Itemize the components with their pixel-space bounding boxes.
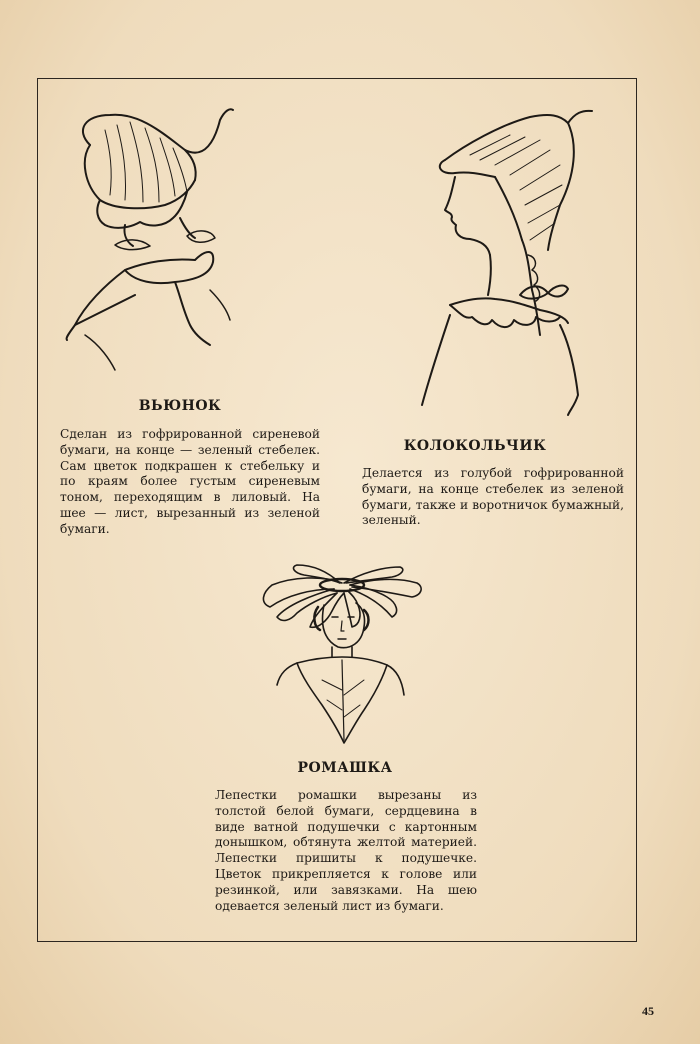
bindweed-hat-illustration — [55, 100, 245, 380]
bindweed-description: Сделан из гофрированной сиреневой бумаги, на конце — зеленый стебелек. Сам цветок подкрашен к стебельку и по краям более густым сиреневым тоном, переходящим в лиловый. На шее — лист, вырезанный из зеленой бумаги. — [60, 427, 320, 536]
bellflower-description: Делается из голубой гофрированной бумаги, на конце стебелек из зеленой бумаги, также и воротничок бумажный, зеленый. — [362, 466, 624, 528]
page-number: 45 — [642, 1004, 654, 1018]
bellflower-hat-illustration — [410, 105, 605, 420]
daisy-hat-illustration — [252, 555, 432, 747]
bindweed-title: ВЬЮНОК — [138, 398, 222, 414]
daisy-description: Лепестки ромашки вырезаны из толстой белой бумаги, сердцевина в виде ватной подушечки с картонным донышком, обтянута желтой материей. Лепестки пришиты к подушечке. Цветок прикрепляется к голове или резинкой, или завязками. На шею одевается зеленый лист из бумаги. — [215, 788, 477, 913]
daisy-title: РОМАШКА — [297, 760, 393, 776]
bellflower-title: КОЛОКОЛЬЧИК — [403, 438, 547, 454]
